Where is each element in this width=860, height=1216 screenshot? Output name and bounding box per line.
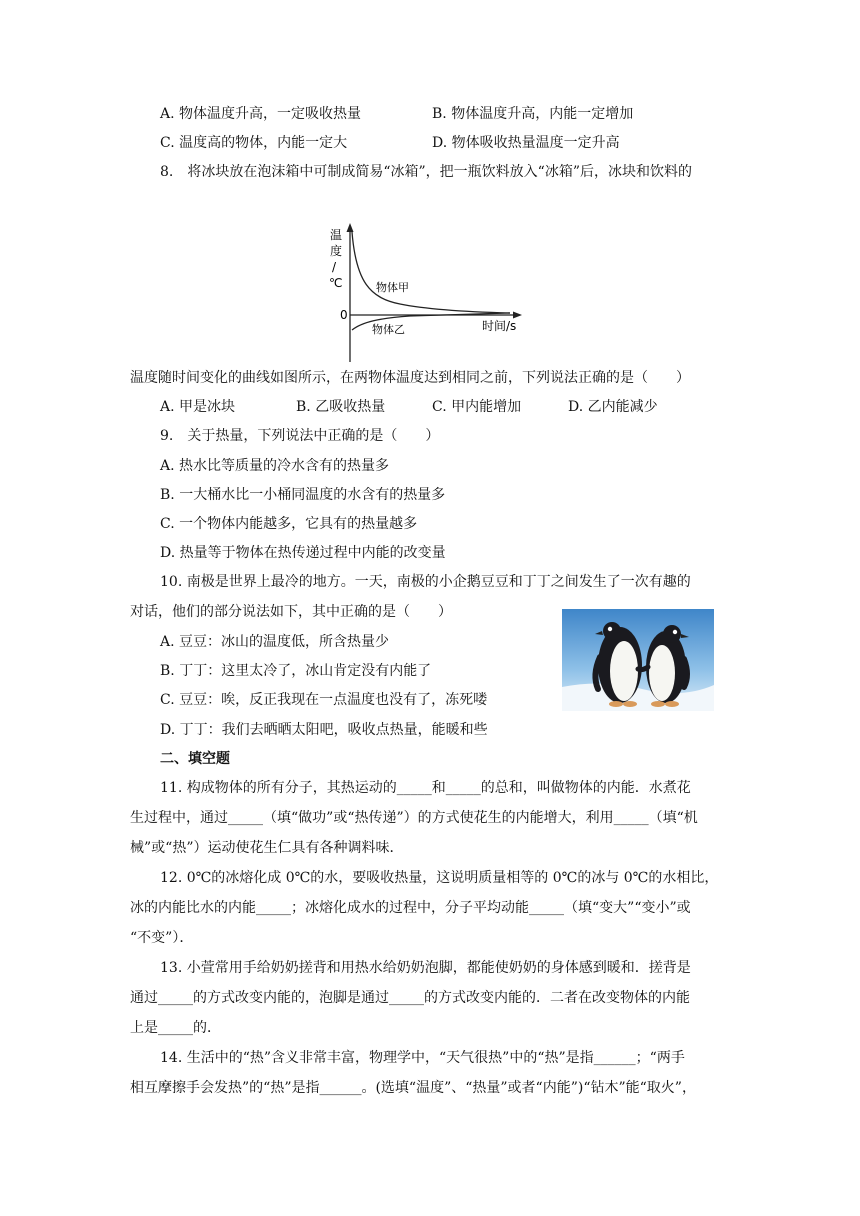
graph-ylabel-char4: ℃ <box>329 276 343 290</box>
section-heading: 二、填空题 <box>160 751 230 767</box>
q13-line2: 通过_____的方式改变内能的，泡脚是通过_____的方式改变内能的．二者在改变物体的内能 <box>130 990 690 1006</box>
q10-option-b: B. 丁丁：这里太冷了，冰山肯定没有内能了 <box>160 663 432 679</box>
q8-stem-line1: 8. 将冰块放在泡沫箱中可制成简易“冰箱”，把一瓶饮料放入“冰箱”后，冰块和饮料的 <box>160 164 692 180</box>
q8-option-d: D. 乙内能减少 <box>568 399 658 415</box>
q12-line3: “不变”）． <box>130 930 194 946</box>
q10-stem-line2: 对话，他们的部分说法如下，其中正确的是（ ） <box>130 604 452 620</box>
curve-object-a <box>352 232 510 313</box>
q8-option-c: C. 甲内能增加 <box>432 399 522 415</box>
q9-option-b: B. 一大桶水比一小桶同温度的水含有的热量多 <box>160 487 446 503</box>
penguins-image <box>562 609 714 711</box>
q11-line3: 械”或“热”）运动使花生仁具有各种调料味． <box>130 840 404 856</box>
q14-line2: 相互摩擦手会发热”的“热”是指______。(选填“温度”、“热量”或者“内能”)“钻木”能“取火”， <box>130 1080 696 1096</box>
temperature-time-graph <box>320 222 530 364</box>
graph-ylabel-char1: 温 <box>330 228 343 242</box>
curve-object-b-label: 物体乙 <box>372 323 405 336</box>
q8-option-a: A. 甲是冰块 <box>160 399 236 415</box>
graph-ylabel-char2: 度 <box>330 244 343 258</box>
q13-line3: 上是_____的． <box>130 1020 221 1036</box>
graph-ylabel-char3: / <box>332 260 337 274</box>
q8-stem-line2: 温度随时间变化的曲线如图所示，在两物体温度达到相同之前，下列说法正确的是（ ） <box>130 370 690 386</box>
q7-option-d: D. 物体吸收热量温度一定升高 <box>432 135 620 151</box>
q7-option-c: C. 温度高的物体，内能一定大 <box>160 135 348 151</box>
q12-line2: 冰的内能比水的内能_____；冰熔化成水的过程中，分子平均动能_____（填“变大”“变小”或 <box>130 900 691 916</box>
q13-line1: 13. 小萱常用手给奶奶搓背和用热水给奶奶泡脚，都能使奶奶的身体感到暖和．搓背是 <box>160 960 691 976</box>
q10-option-a: A. 豆豆：冰山的温度低，所含热量少 <box>160 634 390 650</box>
q14-line1: 14. 生活中的“热”含义非常丰富，物理学中，“天气很热”中的“热”是指______；“两手 <box>160 1050 685 1066</box>
q10-option-d: D. 丁丁：我们去晒晒太阳吧，吸收点热量，能暖和些 <box>160 722 488 738</box>
q11-line1: 11. 构成物体的所有分子，其热运动的_____和_____的总和，叫做物体的内能．水煮花 <box>160 780 691 796</box>
graph-origin-label: 0 <box>340 308 348 322</box>
curve-object-a-label: 物体甲 <box>376 281 409 294</box>
q9-option-a: A. 热水比等质量的冷水含有的热量多 <box>160 458 390 474</box>
q9-stem: 9. 关于热量，下列说法中正确的是（ ） <box>160 428 440 444</box>
q7-option-b: B. 物体温度升高，内能一定增加 <box>432 106 634 122</box>
q11-line2: 生过程中，通过_____（填“做功”或“热传递”）的方式使花生的内能增大，利用_____（填“机 <box>130 810 698 826</box>
q12-line1: 12. 0℃的冰熔化成 0℃的水，要吸收热量，这说明质量相等的 0℃的冰与 0℃的水相比， <box>160 870 719 886</box>
q10-option-c: C. 豆豆：唉，反正我现在一点温度也没有了，冻死喽 <box>160 692 488 708</box>
graph-xlabel: 时间/s <box>482 319 517 333</box>
q7-option-a: A. 物体温度升高，一定吸收热量 <box>160 106 362 122</box>
q8-option-b: B. 乙吸收热量 <box>296 399 386 415</box>
q10-stem-line1: 10. 南极是世界上最冷的地方。一天，南极的小企鹅豆豆和丁丁之间发生了一次有趣的 <box>160 574 691 590</box>
q9-option-c: C. 一个物体内能越多，它具有的热量越多 <box>160 516 418 532</box>
q9-option-d: D. 热量等于物体在热传递过程中内能的改变量 <box>160 545 446 561</box>
